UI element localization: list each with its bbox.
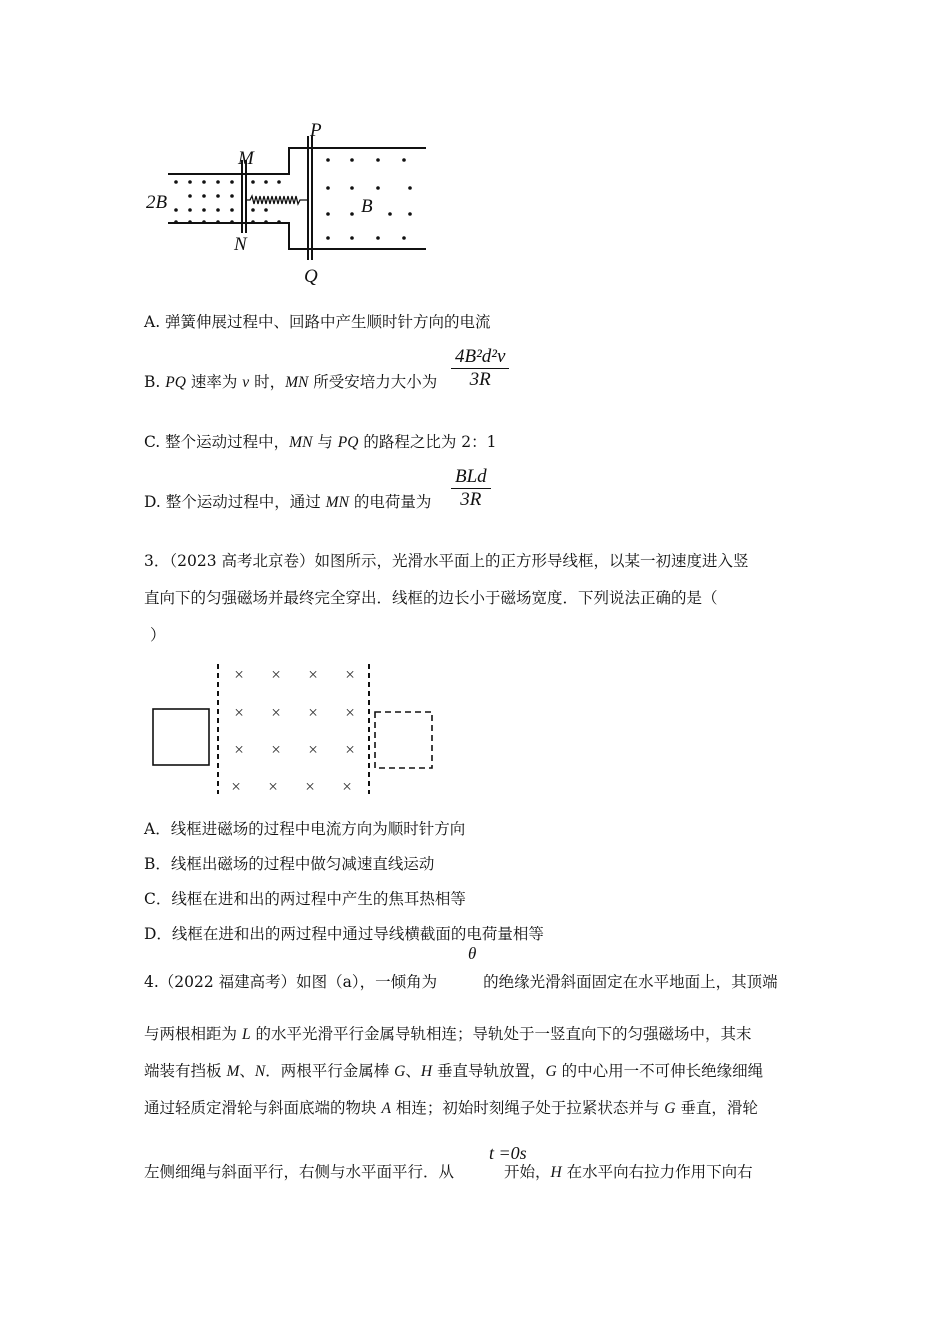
field-cross-icon: × xyxy=(234,703,244,722)
field-cross-icon: × xyxy=(271,703,281,722)
q4-line3 xyxy=(144,1061,763,1082)
solid-frame xyxy=(153,709,209,765)
q2-d-pre: D. 整个运动过程中，通过 xyxy=(144,493,326,511)
q2-c-pq: PQ xyxy=(337,434,359,451)
q2-d-fraction xyxy=(451,466,491,511)
label-2B: 2B xyxy=(146,192,168,213)
q4-l5-post: 开始， xyxy=(504,1163,551,1181)
q4-theta: θ xyxy=(468,944,477,963)
q2-c-pre: C. 整个运动过程中， xyxy=(144,433,290,451)
q3-stem-line3: ） xyxy=(150,626,166,644)
q3-option-c: C．线框在进和出的两过程中产生的焦耳热相等 xyxy=(144,890,466,908)
q2-b-mid1: 速率为 xyxy=(185,373,243,391)
field-cross-icon: × xyxy=(234,740,244,759)
q4-l3-mid2: ．两根平行金属棒 xyxy=(265,1062,395,1080)
label-M: M xyxy=(238,148,254,169)
q4-l2-pre: 与两根相距为 xyxy=(144,1025,242,1043)
q2-d-mn: MN xyxy=(325,494,349,511)
q4-l3-N: N xyxy=(254,1063,266,1080)
q4-l3-mid3: 、 xyxy=(405,1062,421,1080)
q4-line1 xyxy=(144,972,778,992)
q3-stem-line1: 3．（2023 高考北京卷）如图所示，光滑水平面上的正方形导线框，以某一初速度进入竖 xyxy=(144,552,749,570)
field-cross-icon: × xyxy=(305,777,315,796)
q4-l2-L: L xyxy=(241,1026,251,1043)
q2-b-denominator: 3R xyxy=(469,369,491,390)
q4-l4-G: G xyxy=(664,1100,676,1117)
q4-l1-pre: 4.（2022 福建高考）如图（a），一倾角为 xyxy=(144,973,438,991)
q3-option-b: B．线框出磁场的过程中做匀减速直线运动 xyxy=(144,855,435,873)
q3-option-a: A．线框进磁场的过程中电流方向为顺时针方向 xyxy=(144,820,466,838)
q4-l3-G2: G xyxy=(545,1063,557,1080)
q4-l5-H: H xyxy=(550,1164,562,1181)
field-cross-icon: × xyxy=(271,740,281,759)
q2-option-c xyxy=(144,432,497,453)
field-cross-icon: × xyxy=(342,777,352,796)
q2-b-v: v xyxy=(242,374,250,391)
field-cross-icon: × xyxy=(231,777,241,796)
field-cross-icon: × xyxy=(308,740,318,759)
q3-option-d: D．线框在进和出的两过程中通过导线横截面的电荷量相等 xyxy=(144,925,544,943)
field-cross-icon: × xyxy=(234,665,244,684)
q2-b-fraction xyxy=(451,346,509,391)
field-cross-icon: × xyxy=(345,703,355,722)
dashed-frame xyxy=(375,712,432,768)
q2-b-numerator: 4B²d²v xyxy=(455,346,506,367)
rail-figure xyxy=(140,118,440,290)
q4-l3-H: H xyxy=(420,1063,433,1080)
q4-line4 xyxy=(144,1098,758,1119)
q2-b-pre: B. xyxy=(144,373,166,391)
q2-d-numerator: BLd xyxy=(455,466,487,487)
field-cross-icon: × xyxy=(308,665,318,684)
q2-c-mn: MN xyxy=(289,434,313,451)
q4-line5 xyxy=(144,1162,753,1183)
q2-b-mid2: 时， xyxy=(249,373,286,391)
field-cross-icon: × xyxy=(345,740,355,759)
q2-option-b xyxy=(144,372,437,393)
q4-l5-pre: 左侧细绳与斜面平行，右侧与水平面平行．从 xyxy=(144,1163,455,1181)
q4-l3-post: 的中心用一不可伸长绝缘细绳 xyxy=(556,1062,764,1080)
q4-l3-mid4: 垂直导轨放置， xyxy=(432,1062,546,1080)
q4-l4-mid: 相连；初始时刻绳子处于拉紧状态并与 xyxy=(390,1099,665,1117)
q2-b-post: 所受安培力大小为 xyxy=(308,373,438,391)
q4-l2-post: 的水平光滑平行金属导轨相连；导轨处于一竖直向下的匀强磁场中，其末 xyxy=(250,1025,752,1043)
q4-l4-pre: 通过轻质定滑轮与斜面底端的物块 xyxy=(144,1099,382,1117)
field-figure xyxy=(150,662,440,798)
q2-option-d xyxy=(144,492,431,513)
q3-stem-line2: 直向下的匀强磁场并最终完全穿出．线框的边长小于磁场宽度．下列说法正确的是（ xyxy=(144,589,718,607)
field-cross-icon: × xyxy=(345,665,355,684)
label-B: B xyxy=(361,196,373,217)
q2-c-mid: 与 xyxy=(312,433,338,451)
q4-l1-post: 的绝缘光滑斜面固定在水平地面上，其顶端 xyxy=(483,973,778,991)
q2-c-post: 的路程之比为 2：1 xyxy=(358,433,497,451)
q2-d-denominator: 3R xyxy=(460,489,482,510)
field-cross-icon: × xyxy=(271,665,281,684)
field-cross-icon: × xyxy=(268,777,278,796)
q4-t-equation: t =0s xyxy=(489,1143,527,1163)
q2-b-mn: MN xyxy=(285,374,309,391)
field-cross-icon: × xyxy=(308,703,318,722)
q4-l3-G: G xyxy=(394,1063,406,1080)
q4-l3-mid1: 、 xyxy=(239,1062,255,1080)
q2-b-pq: PQ xyxy=(165,374,186,391)
q4-line2 xyxy=(144,1024,752,1045)
label-P: P xyxy=(310,120,322,141)
label-Q: Q xyxy=(304,266,318,287)
q2-option-a: A. 弹簧伸展过程中、回路中产生顺时针方向的电流 xyxy=(144,313,491,331)
q4-l3-pre: 端装有挡板 xyxy=(144,1062,227,1080)
q4-l4-A: A xyxy=(381,1100,391,1117)
q4-l3-M: M xyxy=(226,1063,240,1080)
q4-l4-post: 垂直，滑轮 xyxy=(675,1099,758,1117)
label-N: N xyxy=(234,234,247,255)
q4-l5-tail: 在水平向右拉力作用下向右 xyxy=(561,1163,753,1181)
q2-d-post: 的电荷量为 xyxy=(348,493,432,511)
